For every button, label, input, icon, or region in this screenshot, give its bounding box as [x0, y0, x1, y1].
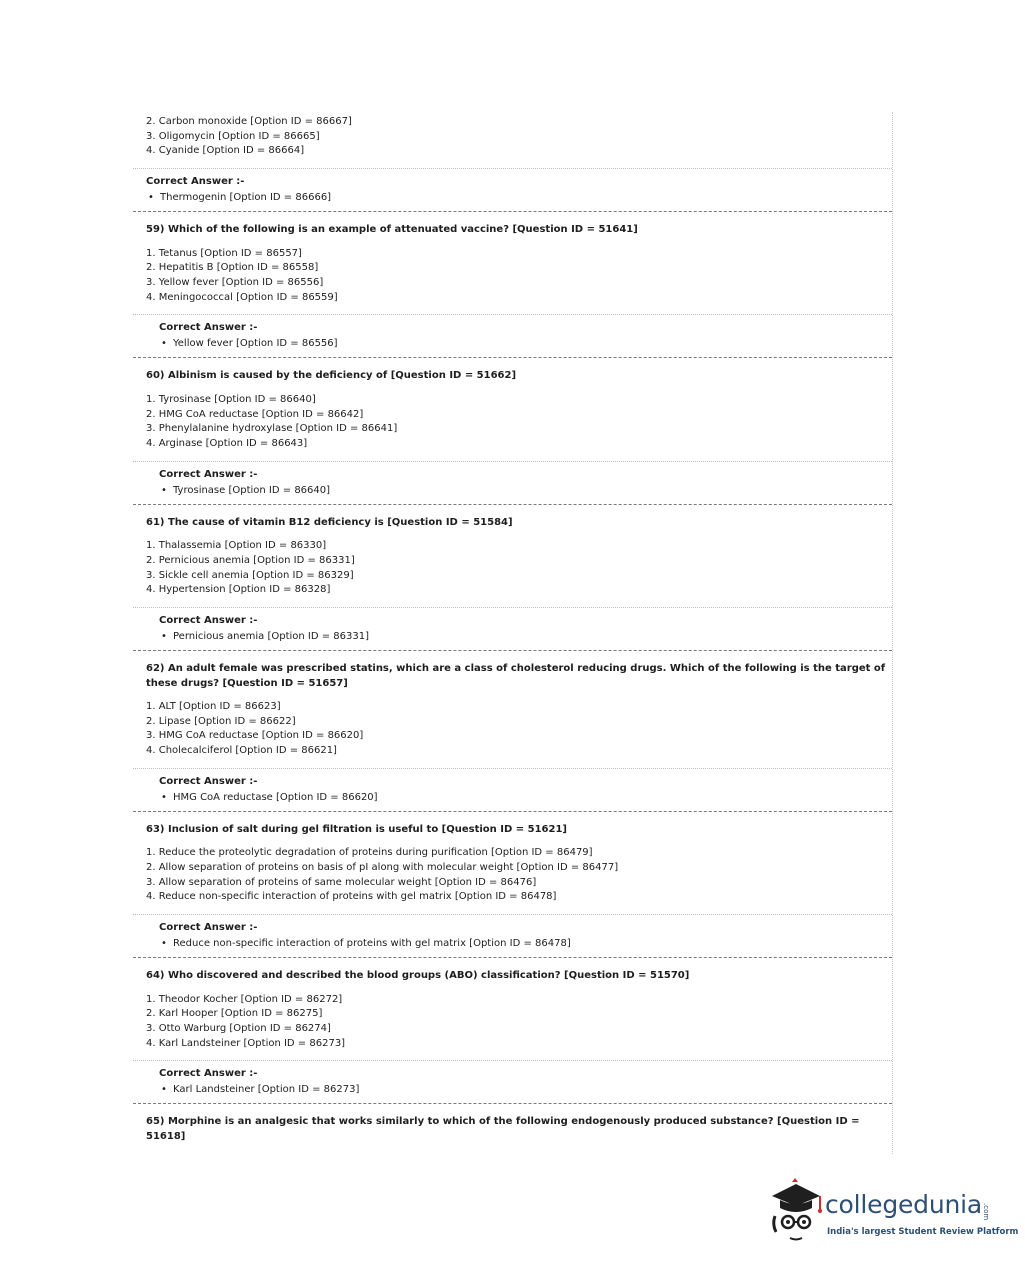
brand-tagline: India's largest Student Review Platform — [827, 1227, 1019, 1237]
option-item: 3. Allow separation of proteins of same molecular weight [Option ID = 86476] — [146, 876, 537, 888]
option-item: 4. Hypertension [Option ID = 86328] — [146, 584, 331, 596]
correct-answer-label: Correct Answer :- — [159, 468, 258, 480]
correct-answer-block — [133, 914, 892, 957]
option-item: 1. Tetanus [Option ID = 86557] — [146, 247, 302, 259]
question-61 — [133, 505, 892, 650]
question-title: 65) Morphine is an analgesic that works similarly to which of the following endogenously produced substance? [Question ID = 51618] — [146, 1116, 860, 1142]
option-item: 3. Sickle cell anemia [Option ID = 86329] — [146, 569, 354, 581]
question-60 — [133, 358, 892, 503]
options-list — [146, 984, 892, 1061]
question-title: 59) Which of the following is an example of attenuated vaccine? [Question ID = 51641] — [146, 224, 638, 236]
correct-answer-label: Correct Answer :- — [159, 322, 258, 334]
option-item: 3. Yellow fever [Option ID = 86556] — [146, 277, 324, 289]
correct-answer-block — [133, 314, 892, 357]
question-62 — [133, 651, 892, 811]
question-65 — [133, 1104, 892, 1154]
option-item: 3. Phenylalanine hydroxylase [Option ID = 86641] — [146, 423, 398, 435]
correct-answer-block — [133, 461, 892, 504]
option-item: 1. Reduce the proteolytic degradation of proteins during purification [Option ID = 86479] — [146, 847, 593, 859]
question-title: 64) Who discovered and described the blood groups (ABO) classification? [Question ID = 51570] — [146, 970, 690, 982]
option-item: 4. Meningococcal [Option ID = 86559] — [146, 291, 338, 303]
options-list — [146, 691, 892, 768]
option-item: 3. Otto Warburg [Option ID = 86274] — [146, 1023, 331, 1035]
options-list — [133, 112, 892, 159]
correct-answer-block — [133, 1060, 892, 1103]
exam-response-sheet — [133, 112, 893, 1154]
option-item: 4. Karl Landsteiner [Option ID = 86273] — [146, 1037, 346, 1049]
option-item: 4. Reduce non-specific interaction of proteins with gel matrix [Option ID = 86478] — [146, 891, 557, 903]
question-59 — [133, 212, 892, 357]
option-item: 1. ALT [Option ID = 86623] — [146, 701, 281, 713]
options-list — [146, 238, 892, 315]
correct-answer: • Tyrosinase [Option ID = 86640] — [146, 483, 892, 499]
option-item: 1. Tyrosinase [Option ID = 86640] — [146, 393, 316, 405]
question-title: 63) Inclusion of salt during gel filtration is useful to [Question ID = 51621] — [146, 823, 568, 835]
question-64 — [133, 958, 892, 1103]
option-item: 2. Carbon monoxide [Option ID = 86667] — [146, 116, 352, 127]
correct-answer: • Karl Landsteiner [Option ID = 86273] — [146, 1082, 892, 1098]
option-item: 3. Oligomycin [Option ID = 86665] — [146, 130, 320, 142]
option-item: 4. Arginase [Option ID = 86643] — [146, 438, 308, 450]
option-item: 1. Thalassemia [Option ID = 86330] — [146, 540, 327, 552]
question-63 — [133, 812, 892, 957]
correct-answer-label: Correct Answer :- — [159, 615, 258, 627]
option-item: 2. HMG CoA reductase [Option ID = 86642] — [146, 408, 364, 420]
option-item: 4. Cyanide [Option ID = 86664] — [146, 145, 305, 157]
correct-answer: • Pernicious anemia [Option ID = 86331] — [146, 629, 892, 645]
option-item: 2. Karl Hooper [Option ID = 86275] — [146, 1008, 323, 1020]
correct-answer: • Reduce non-specific interaction of proteins with gel matrix [Option ID = 86478] — [146, 936, 892, 952]
brand-suffix: .com — [982, 1203, 990, 1221]
options-list — [146, 837, 892, 914]
option-item: 2. Hepatitis B [Option ID = 86558] — [146, 262, 319, 274]
mascot-icon — [768, 1178, 828, 1248]
option-item: 2. Lipase [Option ID = 86622] — [146, 715, 296, 727]
correct-answer-block — [133, 768, 892, 811]
question-title: 62) An adult female was prescribed statins, which are a class of cholesterol reducing drugs. Which of the following is the target of these drugs? [Question ID = 51657] — [146, 663, 886, 689]
correct-answer-label: Correct Answer :- — [146, 176, 245, 188]
option-item: 4. Cholecalciferol [Option ID = 86621] — [146, 745, 337, 757]
question-title: 61) The cause of vitamin B12 deficiency is [Question ID = 51584] — [146, 516, 513, 528]
brand-name: collegedunia — [825, 1190, 982, 1219]
option-item: 2. Pernicious anemia [Option ID = 86331] — [146, 554, 355, 566]
correct-answer: • Yellow fever [Option ID = 86556] — [146, 336, 892, 352]
correct-answer-label: Correct Answer :- — [159, 1068, 258, 1080]
correct-answer-label: Correct Answer :- — [159, 922, 258, 934]
option-item: 3. HMG CoA reductase [Option ID = 86620] — [146, 730, 364, 742]
options-list — [146, 530, 892, 607]
option-item: 1. Theodor Kocher [Option ID = 86272] — [146, 993, 343, 1005]
option-item: 2. Allow separation of proteins on basis of pI along with molecular weight [Option ID = 86477] — [146, 862, 619, 874]
correct-answer-label: Correct Answer :- — [159, 775, 258, 787]
correct-answer-block — [133, 168, 892, 211]
options-list — [146, 384, 892, 461]
correct-answer-block — [133, 607, 892, 650]
correct-answer: • Thermogenin [Option ID = 86666] — [146, 190, 892, 206]
correct-answer: • HMG CoA reductase [Option ID = 86620] — [146, 790, 892, 806]
question-title: 60) Albinism is caused by the deficiency of [Question ID = 51662] — [146, 370, 517, 382]
